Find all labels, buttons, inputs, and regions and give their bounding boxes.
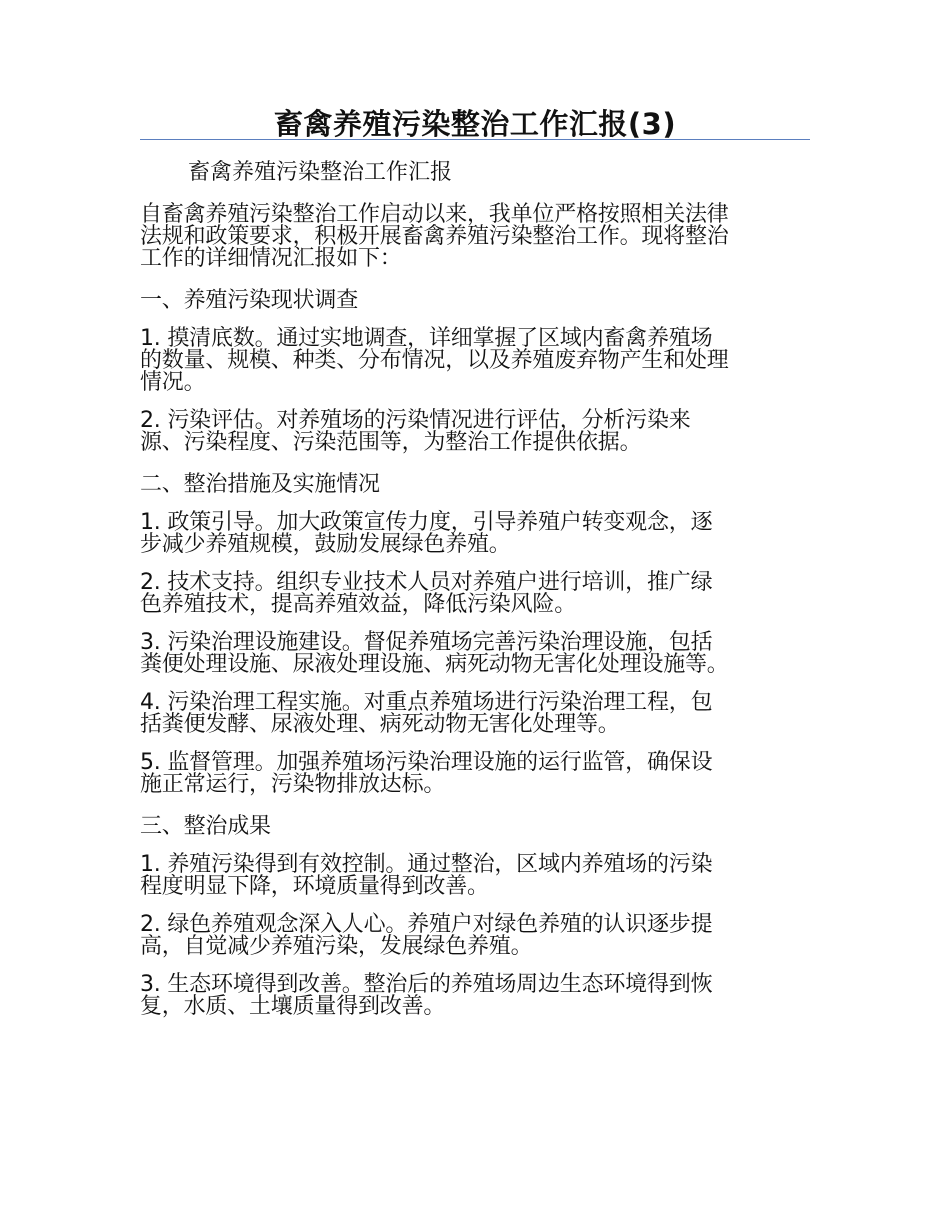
- text-line: 法规和政策要求，积极开展畜禽养殖污染整治工作。现将整治: [140, 224, 729, 249]
- text-line: 2. 技术支持。组织专业技术人员对养殖户进行培训，推广绿: [140, 570, 713, 595]
- text-line: 2. 绿色养殖观念深入人心。养殖户对绿色养殖的认识逐步提: [140, 912, 713, 937]
- text-line: 3. 生态环境得到改善。整治后的养殖场周边生态环境得到恢: [140, 972, 713, 997]
- text-line: 程度明显下降，环境质量得到改善。: [140, 874, 489, 899]
- list-item: [140, 328, 812, 394]
- document-subtitle: 畜禽养殖污染整治工作汇报: [188, 160, 453, 185]
- intro-paragraph: [140, 204, 812, 270]
- list-item: [140, 752, 812, 796]
- text-line: 源、污染程度、污染范围等，为整治工作提供依据。: [140, 430, 642, 455]
- text-line: 步减少养殖规模，鼓励发展绿色养殖。: [140, 532, 511, 557]
- list-item: [140, 914, 812, 958]
- text-line: 3. 污染治理设施建设。督促养殖场完善污染治理设施，包括: [140, 630, 713, 655]
- list-item: [140, 512, 812, 556]
- text-line: 施正常运行，污染物排放达标。: [140, 772, 446, 797]
- text-line: 括粪便发酵、尿液处理、病死动物无害化处理等。: [140, 712, 620, 737]
- title-underline: [140, 139, 810, 140]
- section-heading: 三、整治成果: [140, 814, 271, 839]
- text-line: 1. 养殖污染得到有效控制。通过整治，区域内养殖场的污染: [140, 852, 713, 877]
- text-line: 粪便处理设施、尿液处理设施、病死动物无害化处理设施等。: [140, 652, 729, 677]
- text-line: 1. 政策引导。加大政策宣传力度，引导养殖户转变观念，逐: [140, 510, 713, 535]
- list-item: [140, 974, 812, 1018]
- text-line: 复，水质、土壤质量得到改善。: [140, 994, 446, 1019]
- text-line: 工作的详细情况汇报如下：: [140, 246, 402, 271]
- text-line: 2. 污染评估。对养殖场的污染情况进行评估，分析污染来: [140, 408, 691, 433]
- list-item: [140, 692, 812, 736]
- text-line: 4. 污染治理工程实施。对重点养殖场进行污染治理工程，包: [140, 690, 713, 715]
- text-line: 自畜禽养殖污染整治工作启动以来，我单位严格按照相关法律: [140, 202, 729, 227]
- list-item: [140, 854, 812, 898]
- text-line: 色养殖技术，提高养殖效益，降低污染风险。: [140, 592, 577, 617]
- text-line: 情况。: [140, 370, 206, 395]
- section-heading: 二、整治措施及实施情况: [140, 472, 380, 497]
- document-title: 畜禽养殖污染整治工作汇报(3): [273, 107, 677, 141]
- section-heading: 一、养殖污染现状调查: [140, 288, 359, 313]
- text-line: 5. 监督管理。加强养殖场污染治理设施的运行监管，确保设: [140, 750, 713, 775]
- list-item: [140, 572, 812, 616]
- document-body: [140, 204, 812, 1034]
- list-item: [140, 632, 812, 676]
- list-item: [140, 410, 812, 454]
- text-line: 高，自觉减少养殖污染，发展绿色养殖。: [140, 934, 533, 959]
- text-line: 的数量、规模、种类、分布情况，以及养殖废弃物产生和处理: [140, 348, 729, 373]
- text-line: 1. 摸清底数。通过实地调查，详细掌握了区域内畜禽养殖场: [140, 326, 713, 351]
